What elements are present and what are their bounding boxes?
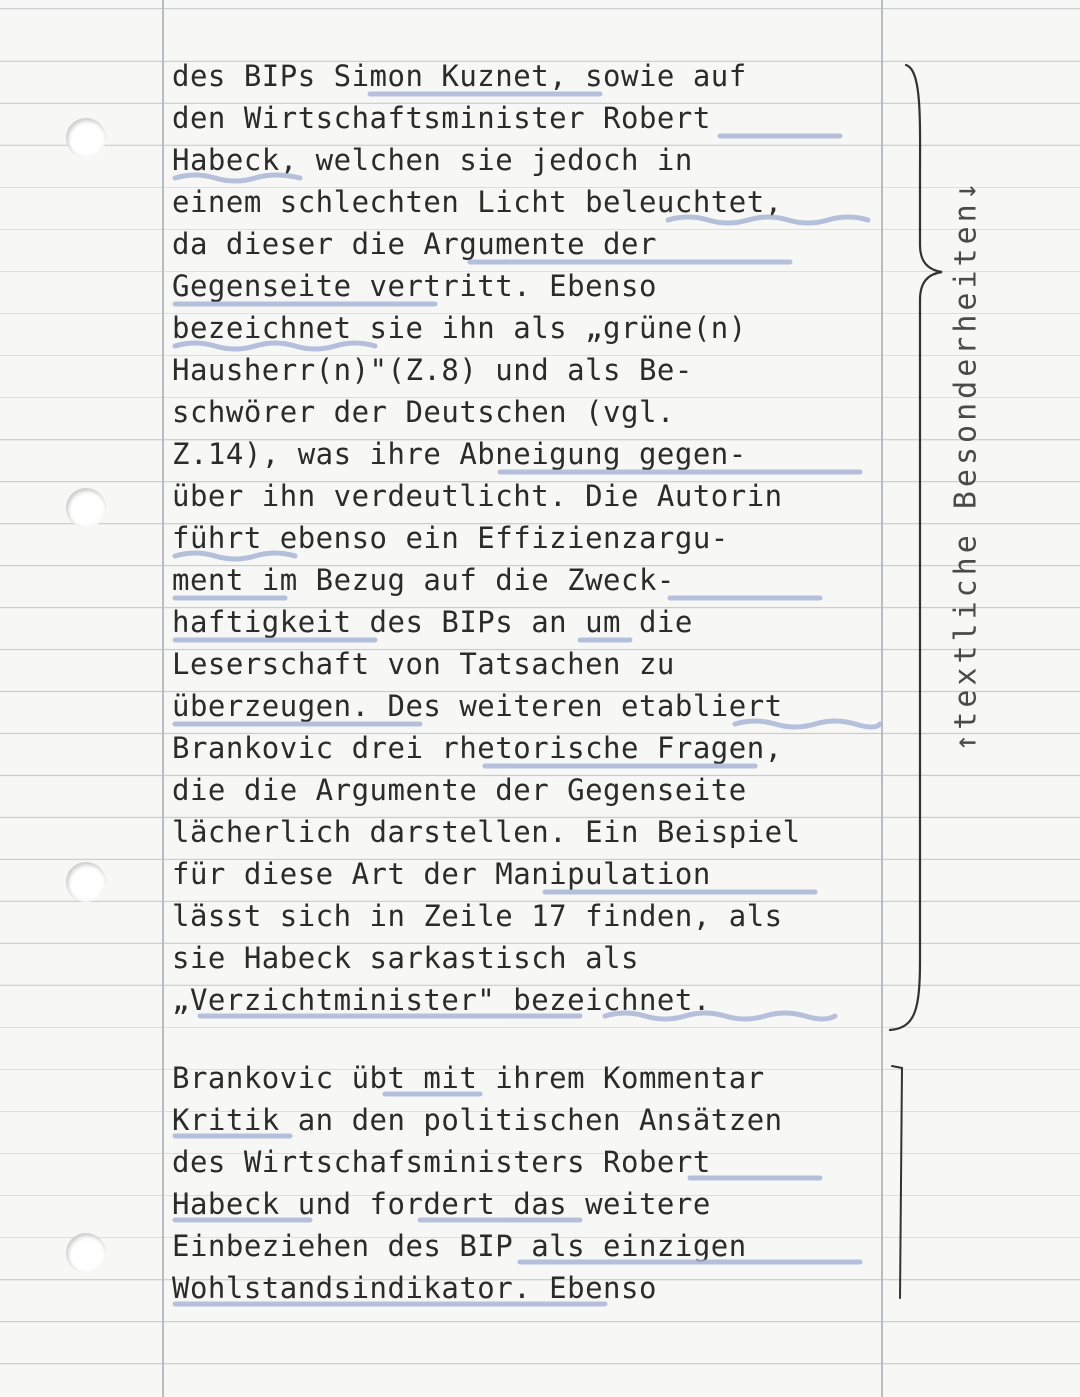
text-line: bezeichnet sie ihn als „grüne(n) (172, 311, 747, 345)
text-line: für diese Art der Manipulation (172, 857, 711, 891)
text-line: lässt sich in Zeile 17 finden, als (172, 899, 783, 933)
text-line: Z.14), was ihre Abneigung gegen- (172, 437, 747, 471)
text-line: Wohlstandsindikator. Ebenso (172, 1271, 657, 1305)
text-line: lächerlich darstellen. Ein Beispiel (172, 815, 801, 849)
text-line: Brankovic drei rhetorische Fragen, (172, 731, 783, 765)
text-line: haftigkeit des BIPs an um die (172, 605, 693, 639)
text-line: ment im Bezug auf die Zweck- (172, 563, 675, 597)
text-line: Leserschaft von Tatsachen zu (172, 647, 675, 681)
text-line: „Verzichtminister" bezeichnet. (172, 983, 711, 1017)
left-margin-line (162, 0, 164, 1397)
text-line: über ihn verdeutlicht. Die Autorin (172, 479, 783, 513)
curly-brace-mark (890, 65, 942, 1030)
bracket-mark (892, 1066, 902, 1298)
punch-hole (66, 118, 106, 158)
text-line: des Wirtschafsministers Robert (172, 1145, 711, 1179)
punch-hole (66, 1233, 106, 1273)
punch-hole (66, 488, 106, 528)
handwritten-paragraph-1 (172, 55, 892, 1021)
punch-hole (66, 862, 106, 902)
text-line: sie Habeck sarkastisch als (172, 941, 639, 975)
text-line: Kritik an den politischen Ansätzen (172, 1103, 783, 1137)
text-line: Habeck, welchen sie jedoch in (172, 143, 693, 177)
text-line: den Wirtschaftsminister Robert (172, 101, 711, 135)
text-line: Brankovic übt mit ihrem Kommentar (172, 1061, 765, 1095)
text-line: die die Argumente der Gegenseite (172, 773, 747, 807)
vertical-margin-note: ↑textliche Besonderheiten↓ (948, 178, 984, 752)
text-line: Hausherr(n)"(Z.8) und als Be- (172, 353, 693, 387)
text-line: schwörer der Deutschen (vgl. (172, 395, 675, 429)
text-line: Einbeziehen des BIP als einzigen (172, 1229, 747, 1263)
text-line: da dieser die Argumente der (172, 227, 657, 261)
text-line: einem schlechten Licht beleuchtet, (172, 185, 783, 219)
text-line: Habeck und fordert das weitere (172, 1187, 711, 1221)
text-line: führt ebenso ein Effizienzargu- (172, 521, 729, 555)
handwritten-paragraph-2 (172, 1057, 892, 1309)
text-line: überzeugen. Des weiteren etabliert (172, 689, 783, 723)
text-line: Gegenseite vertritt. Ebenso (172, 269, 657, 303)
text-line: des BIPs Simon Kuznet, sowie auf (172, 59, 747, 93)
